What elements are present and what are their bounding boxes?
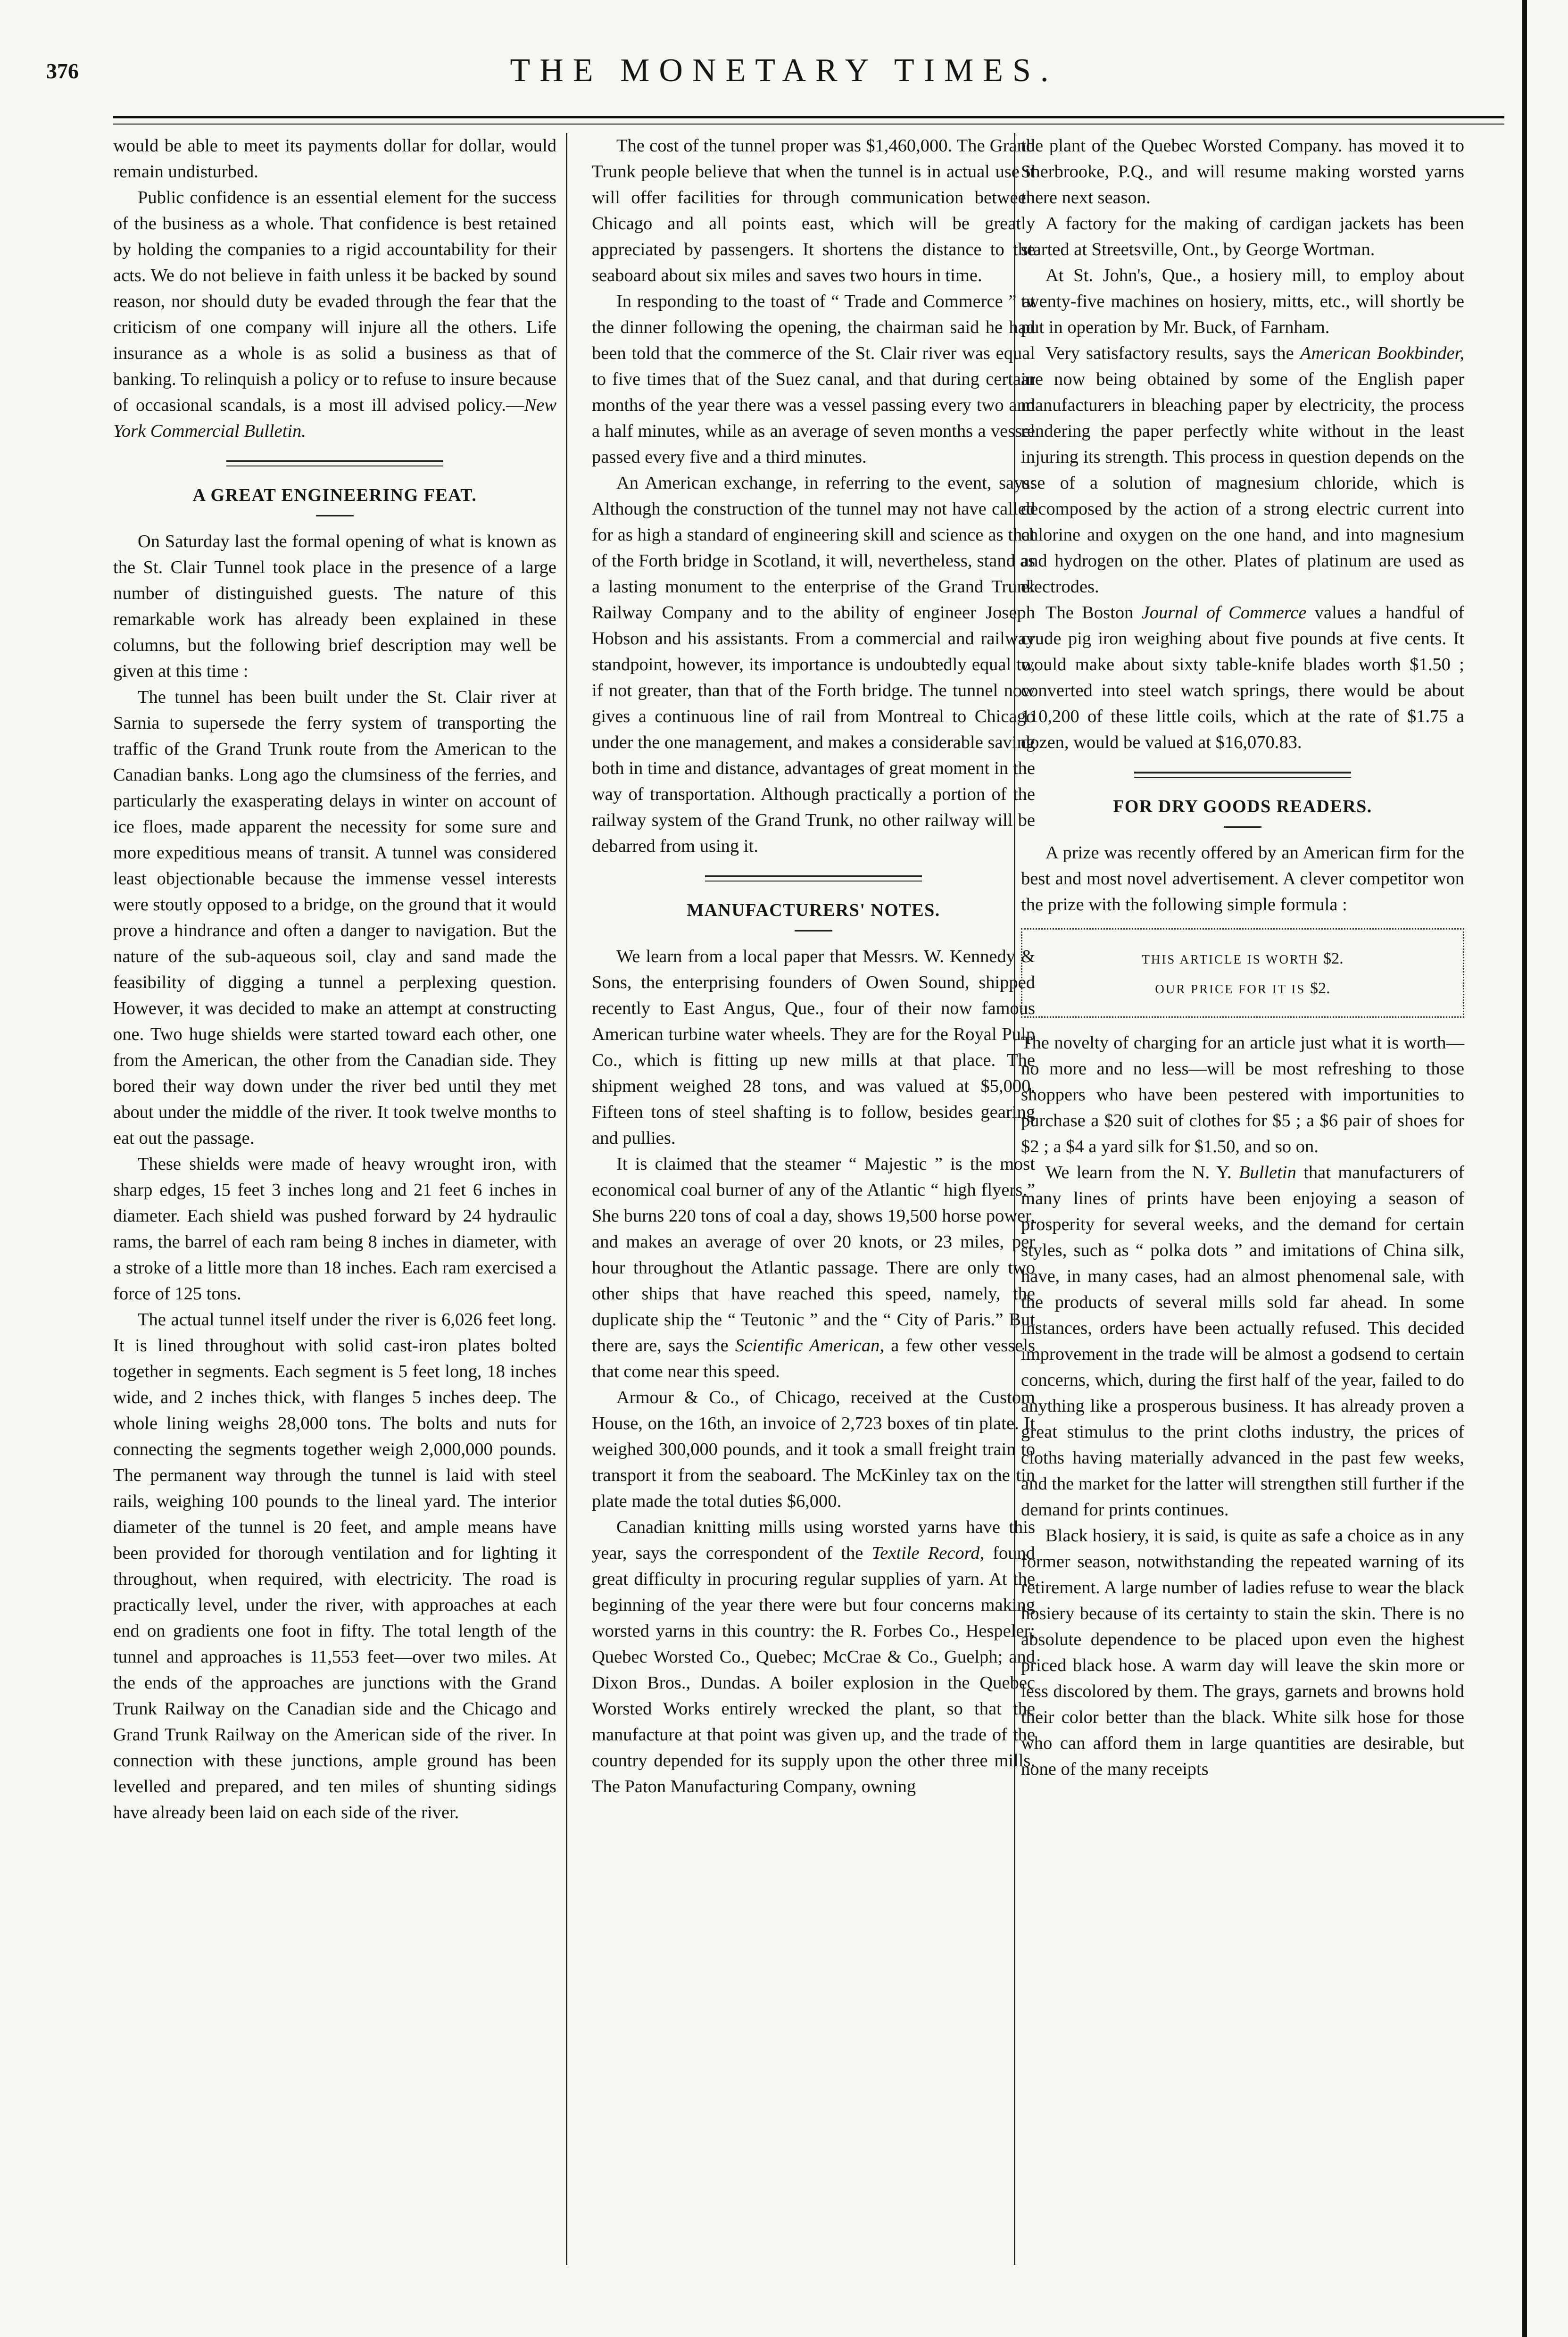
paragraph-text: Public confidence is an essential element for the success of the business as a whole. That confidence is best retained by holding the companies to a rigid accountability for their acts. We do not believe in faith unless it be backed by sound reason, nor should duty be evaded through the fear that the criticism of one company will injure all the others. Life insurance as a whole is as solid a business as that of banking. To relinquish a policy or to refuse to insure because of occasional scandals, is a most ill advised policy.—	[113, 188, 556, 415]
paragraph-text: that manufacturers of many lines of prints have been enjoying a season of prosperity for several weeks, and the demand for certain styles, such as “ polka dots ” and imitations of China silk, have, in many cases, had an almost phenomenal sale, with the products of several mills sold far ahead. In some instances, orders have been actually refused. This decided improvement in the trade will be almost a godsend to certain concerns, which, during the first half of the year, failed to do anything like a prosperous business. It has already proven a great stimulus to the print cloths industry, the prices of cloths having materially advanced in the past few weeks, and the market for the latter will strengthen still further if the demand for prints continues.	[1021, 1163, 1464, 1520]
paragraph-text: found great difficulty in procuring regular supplies of yarn. At the beginning of the year there were but four concerns making worsted yarns in this country: the R. Forbes Co., Hespeler; Quebec Worsted Co., Quebec; McCrae & Co., Guelph; and Dixon Bros., Dundas. A boiler explosion in the Quebec Worsted Works entirely wrecked the plant, so that the manufacture at that point was given up, and the trade of the country depended for its supply upon the other three mills. The Paton Manufacturing Company, owning	[592, 1543, 1036, 1796]
article-heading: MANUFACTURERS' NOTES.	[687, 900, 940, 920]
column-1	[113, 133, 556, 1826]
header-rule	[113, 116, 1504, 118]
section-divider	[226, 460, 443, 466]
paragraph: We learn from a local paper that Messrs. W. Kennedy & Sons, the enterprising founders of Owen Sound, shipped recently to East Angus, Que., four of their now famous American turbine water wheels. They are for the Royal Pulp Co., which is fitting up new mills at that place. The shipment weighed 28 tons, and was valued at $5,000. Fifteen tons of steel shafting is to follow, besides gearing and pullies.	[592, 947, 1035, 1148]
ad-text: THIS ARTICLE IS WORTH	[1142, 952, 1319, 966]
heading-rule	[1224, 826, 1261, 828]
paragraph	[113, 185, 556, 444]
publication-name: Bulletin	[1238, 1163, 1296, 1182]
section-divider	[1134, 772, 1351, 778]
column-2	[592, 133, 1035, 1800]
source-citation: New York Commercial Bulletin.	[113, 395, 556, 441]
paragraph-text: are now being obtained by some of the English paper manufacturers in bleaching paper by electricity, the process rendering the paper perfectly white without in the least injuring its strength. This process in question depends on the use of a solution of magnesium chloride, which is decomposed by the action of a strong electric current into chlorine and oxygen on the one hand, and into magnesium and hydrogen on the other. Plates of platinum are used as electrodes.	[1021, 369, 1464, 597]
paragraph: the plant of the Quebec Worsted Company. has moved it to Sherbrooke, P.Q., and will resume making worsted yarns there next season.	[1021, 136, 1464, 208]
paragraph: Black hosiery, it is said, is quite as safe a choice as in any former season, notwithstanding the repeated warning of its retirement. A large number of ladies refuse to wear the black hosiery because of its certainty to stain the skin. There is no absolute dependence to be placed upon even the highest priced black hose. A warm day will leave the skin more or less discolored by them. The grays, garnets and browns hold their color better than the black. White silk hose for those who can afford them in large quantities are desirable, but none of the many receipts	[1021, 1526, 1464, 1779]
paragraph	[1021, 600, 1464, 756]
heading-rule	[316, 515, 354, 516]
paragraph: The actual tunnel itself under the river is 6,026 feet long. It is lined throughout with solid cast-iron plates bolted together in segments. Each segment is 5 feet long, 18 inches wide, and 2 inches thick, with flanges 5 inches deep. The whole lining weighs 28,000 tons. The bolts and nuts for connecting the segments together weigh 2,000,000 pounds. The permanent way through the tunnel is laid with steel rails, weighing 100 pounds to the lineal yard. The interior diameter of the tunnel is 20 feet, and ample means have been provided for thorough ventilation and for lighting it throughout, when required, with electricity. The road is practically level, under the river, with approaches at each end on gradients one foot in fifty. The total length of the tunnel and approaches is 11,553 feet—over two miles. At the ends of the approaches are junctions with the Grand Trunk Railway on the Canadian side and the Chicago and Grand Trunk Railway on the American side of the river. In connection with these junctions, ample ground has been levelled and prepared, and ten miles of shunting sidings have already been laid on each side of the river.	[113, 1310, 556, 1822]
paragraph	[1021, 341, 1464, 600]
page-number: 376	[46, 59, 79, 83]
publication-name: Scientific American,	[735, 1336, 885, 1356]
section-divider	[705, 875, 922, 882]
ad-price: $2.	[1310, 980, 1330, 997]
paragraph	[592, 1151, 1035, 1385]
ad-text: OUR PRICE FOR IT IS	[1155, 982, 1306, 996]
publication-name: American Bookbinder,	[1300, 343, 1464, 363]
publication-name: Textile Record,	[871, 1543, 985, 1563]
paragraph-text: Very satisfactory results, says the	[1045, 343, 1301, 363]
article-heading: A GREAT ENGINEERING FEAT.	[192, 485, 477, 505]
paragraph-text: We learn from the N. Y.	[1045, 1163, 1239, 1182]
advertisement-box	[1021, 928, 1464, 1018]
paragraph	[592, 1514, 1035, 1800]
paragraph: A prize was recently offered by an American firm for the best and most novel advertisement. A clever competitor won the prize with the following simple formula :	[1021, 843, 1464, 915]
paragraph: An American exchange, in referring to the event, says: Although the construction of the tunnel may not have called for as high a standard of engineering skill and science as that of the Forth bridge in Scotland, it will, nevertheless, stand as a lasting monument to the enterprise of the Grand Trunk Railway Company and to the ability of engineer Joseph Hobson and his assistants. From a commercial and railway standpoint, however, its importance is undoubtedly equal to, if not greater, than that of the Forth bridge. The tunnel now gives a continuous line of rail from Montreal to Chicago under the one management, and makes a considerable saving both in time and distance, advantages of great moment in the way of transportation. Although practically a portion of the railway system of the Grand Trunk, no other railway will be debarred from using it.	[592, 473, 1035, 856]
paragraph-text: values a handful of crude pig iron weighing about five pounds at five cents. It would make about sixty table-knife blades worth $1.50 ; converted into steel watch springs, there would be about 110,200 of these little coils, which at the rate of $1.75 a dozen, would be valued at $16,070.83.	[1021, 603, 1464, 752]
ad-line	[1022, 947, 1463, 972]
column-3	[1021, 133, 1464, 1782]
paragraph: These shields were made of heavy wrought iron, with sharp edges, 15 feet 3 inches long and 21 feet 6 inches in diameter. Each shield was pushed forward by 24 hydraulic rams, the barrel of each ram being 8 inches in diameter, with a stroke of a little more than 18 inches. Each ram exercised a force of 125 tons.	[113, 1154, 556, 1304]
paragraph: A factory for the making of cardigan jackets has been started at Streetsville, Ont., by George Wortman.	[1021, 214, 1464, 259]
paragraph: At St. John's, Que., a hosiery mill, to employ about twenty-five machines on hosiery, mitts, etc., will shortly be put in operation by Mr. Buck, of Farnham.	[1021, 266, 1464, 337]
paragraph: The tunnel has been built under the St. Clair river at Sarnia to supersede the ferry system of transporting the traffic of the Grand Trunk route from the American to the Canadian banks. Long ago the clumsiness of the ferries, and particularly the exasperating delays in winter on account of ice floes, made apparent the necessity for some sure and more expeditious means of transit. A tunnel was considered least objectionable because the immense vessel interests were stoutly opposed to a bridge, on the ground that it would prove a hindrance and often a danger to navigation. But the nature of the sub-aqueous soil, clay and sand made the feasibility of digging a tunnel a perplexing question. However, it was decided to make an attempt at constructing one. Two huge shields were started toward each other, one from the American, the other from the Canadian side. They bored their way down under the river bed until they met about under the middle of the river. It took twelve months to eat out the passage.	[113, 687, 556, 1148]
page-edge	[1522, 0, 1527, 2337]
paragraph: would be able to meet its payments dollar for dollar, would remain undisturbed.	[113, 136, 556, 182]
ad-price: $2.	[1323, 950, 1344, 967]
paragraph-text: Canadian knitting mills using worsted yarns have this year, says the correspondent of the	[592, 1517, 1035, 1563]
paragraph-text: The Boston	[1045, 603, 1142, 623]
paragraph-text: a few other vessels that come near this speed.	[592, 1336, 1035, 1381]
ad-line	[1022, 976, 1463, 1001]
column-divider	[566, 133, 567, 2265]
header-rule-thin	[113, 124, 1504, 125]
masthead-title: THE MONETARY TIMES.	[510, 52, 1058, 89]
paragraph: The cost of the tunnel proper was $1,460,000. The Grand Trunk people believe that when the tunnel is in actual use it will offer facilities for through communication between Chicago and all points east, which will be greatly appreciated by passengers. It shortens the distance to the seaboard about six miles and saves two hours in time.	[592, 136, 1035, 285]
paragraph	[1021, 1160, 1464, 1523]
paragraph: On Saturday last the formal opening of what is known as the St. Clair Tunnel took place in the presence of a large number of distinguished guests. The nature of this remarkable work has already been explained in these columns, but the following brief description may well be given at this time :	[113, 532, 556, 681]
paragraph: Armour & Co., of Chicago, received at the Custom House, on the 16th, an invoice of 2,723 boxes of tin plate. It weighed 300,000 pounds, and it took a small freight train to transport it from the seaboard. The McKinley tax on the tin plate made the total duties $6,000.	[592, 1388, 1035, 1511]
publication-name: Journal of Commerce	[1141, 603, 1307, 623]
paragraph: In responding to the toast of “ Trade and Commerce ” at the dinner following the opening, the chairman said he had been told that the commerce of the St. Clair river was equal to five times that of the Suez canal, and that during certain months of the year there was a vessel passing every two and a half minutes, while as an average of seven months a vessel passed every five and a third minutes.	[592, 291, 1035, 467]
article-heading: FOR DRY GOODS READERS.	[1113, 797, 1372, 816]
paragraph-text: It is claimed that the steamer “ Majestic ” is the most economical coal burner of any of the Atlantic “ high flyers.” She burns 220 tons of coal a day, shows 19,500 horse power, and makes an average of over 20 knots, or 23 miles, per hour throughout the Atlantic passage. There are only two other ships that have reached this speed, namely, the duplicate ship the “ Teutonic ” and the “ City of Paris.” But there are, says the	[592, 1154, 1035, 1356]
paragraph: The novelty of charging for an article just what it is worth—no more and no less—will be most refreshing to those shoppers who have been pestered with importunities to purchase a $20 suit of clothes for $5 ; a $6 pair of shoes for $2 ; a $4 a yard silk for $1.50, and so on.	[1021, 1033, 1464, 1156]
heading-rule	[795, 930, 832, 931]
